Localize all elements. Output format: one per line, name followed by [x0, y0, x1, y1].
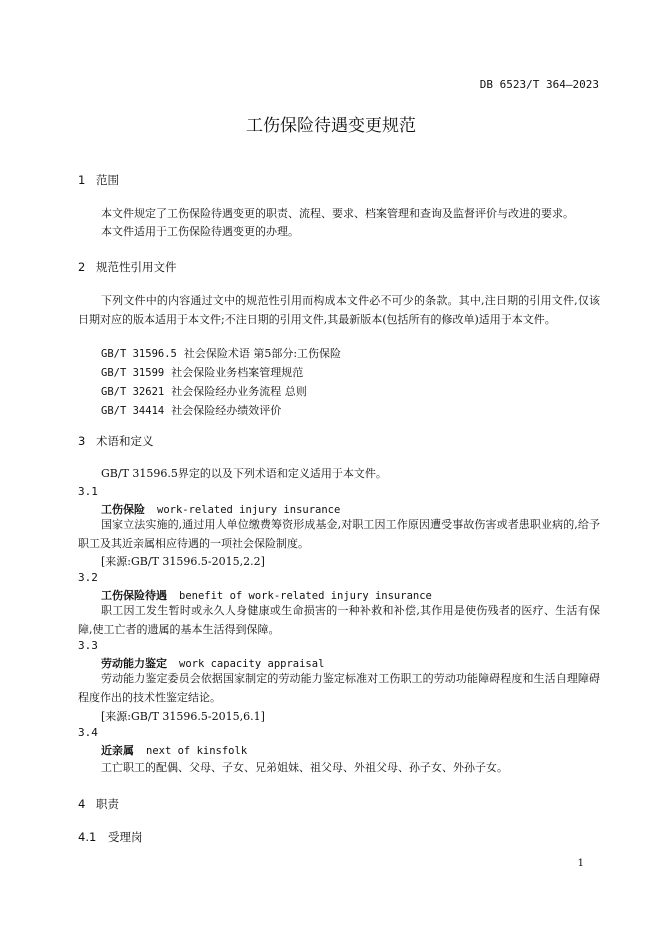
- reference-code: GB/T 31599: [101, 367, 165, 379]
- reference-title: 社会保险经办业务流程 总则: [171, 385, 307, 398]
- term-zh: 工伤保险待遇: [101, 589, 167, 602]
- section-title: 范围: [96, 173, 119, 187]
- section-4-heading: [78, 796, 119, 812]
- section-title: 职责: [96, 797, 119, 811]
- section-number: 1: [78, 173, 86, 187]
- term-heading: [101, 742, 247, 758]
- paragraph: 本文件规定了工伤保险待遇变更的职责、流程、要求、档案管理和查询及监督评价与改进的要求。: [101, 207, 574, 220]
- subsection-4-1-heading: [78, 829, 143, 845]
- section-number: 3: [78, 434, 86, 448]
- term-definition: 工亡职工的配偶、父母、子女、兄弟姐妹、祖父母、外祖父母、孙子女、外孙子女。: [101, 761, 508, 774]
- document-number: DB 6523/T 364—2023: [479, 78, 599, 91]
- page-title: 工伤保险待遇变更规范: [246, 116, 416, 136]
- section-number: 2: [78, 260, 86, 274]
- section-2-heading: [78, 259, 177, 275]
- term-source: [来源:GB/T 31596.5-2015,6.1]: [101, 710, 265, 723]
- reference-title: 社会保险业务档案管理规范: [171, 366, 304, 379]
- term-en: next of kinsfolk: [146, 745, 248, 757]
- subsection-number: 4.1: [78, 830, 97, 844]
- section-number: 4: [78, 797, 86, 811]
- term-definition: 国家立法实施的,通过用人单位缴费筹资形成基金,对职工因工作原因遭受事故伤害或者患职业病的,给予职工及其近亲属相应待遇的一项社会保险制度。: [78, 518, 600, 550]
- term-zh: 工伤保险: [101, 503, 145, 516]
- section-1-heading: [78, 172, 119, 188]
- reference-code: GB/T 32621: [101, 386, 165, 398]
- term-zh: 近亲属: [101, 744, 134, 757]
- term-definition: 劳动能力鉴定委员会依据国家制定的劳动能力鉴定标准对工伤职工的劳动功能障碍程度和生活自理障碍程度作出的技术性鉴定结论。: [78, 672, 600, 704]
- term-en: work-related injury insurance: [157, 504, 341, 516]
- reference-code: GB/T 31596.5: [101, 348, 177, 360]
- page-number: 1: [577, 858, 584, 869]
- section-title: 术语和定义: [96, 434, 154, 448]
- subsection-title: 受理岗: [108, 830, 143, 844]
- paragraph: 本文件适用于工伤保险待遇变更的办理。: [101, 225, 299, 238]
- term-en: work capacity appraisal: [179, 658, 325, 670]
- reference-title: 社会保险术语 第5部分:工伤保险: [183, 347, 342, 360]
- section-title: 规范性引用文件: [96, 260, 177, 274]
- term-number: 3.1: [78, 485, 98, 498]
- paragraph: GB/T 31596.5界定的以及下列术语和定义适用于本文件。: [101, 467, 387, 480]
- term-number: 3.4: [78, 726, 98, 739]
- reference-title: 社会保险经办绩效评价: [171, 404, 282, 417]
- term-en: benefit of work-related injury insurance: [179, 590, 432, 602]
- term-definition: 职工因工发生暂时或永久人身健康或生命损害的一种补救和补偿,其作用是使伤残者的医疗、生活有保障,使工亡者的遗属的基本生活得到保障。: [78, 604, 600, 636]
- term-zh: 劳动能力鉴定: [101, 657, 167, 670]
- section-3-heading: [78, 433, 154, 449]
- reference-item: [101, 345, 341, 361]
- term-source: [来源:GB/T 31596.5-2015,2.2]: [101, 555, 265, 568]
- reference-item: [101, 383, 307, 399]
- term-number: 3.2: [78, 571, 98, 584]
- term-number: 3.3: [78, 639, 98, 652]
- paragraph: 下列文件中的内容通过文中的规范性引用而构成本文件必不可少的条款。其中,注日期的引用文件,仅该日期对应的版本适用于本文件;不注日期的引用文件,其最新版本(包括所有的修改单)适用于本文件。: [78, 294, 600, 326]
- reference-code: GB/T 34414: [101, 405, 165, 417]
- reference-item: [101, 364, 303, 380]
- reference-item: [101, 402, 281, 418]
